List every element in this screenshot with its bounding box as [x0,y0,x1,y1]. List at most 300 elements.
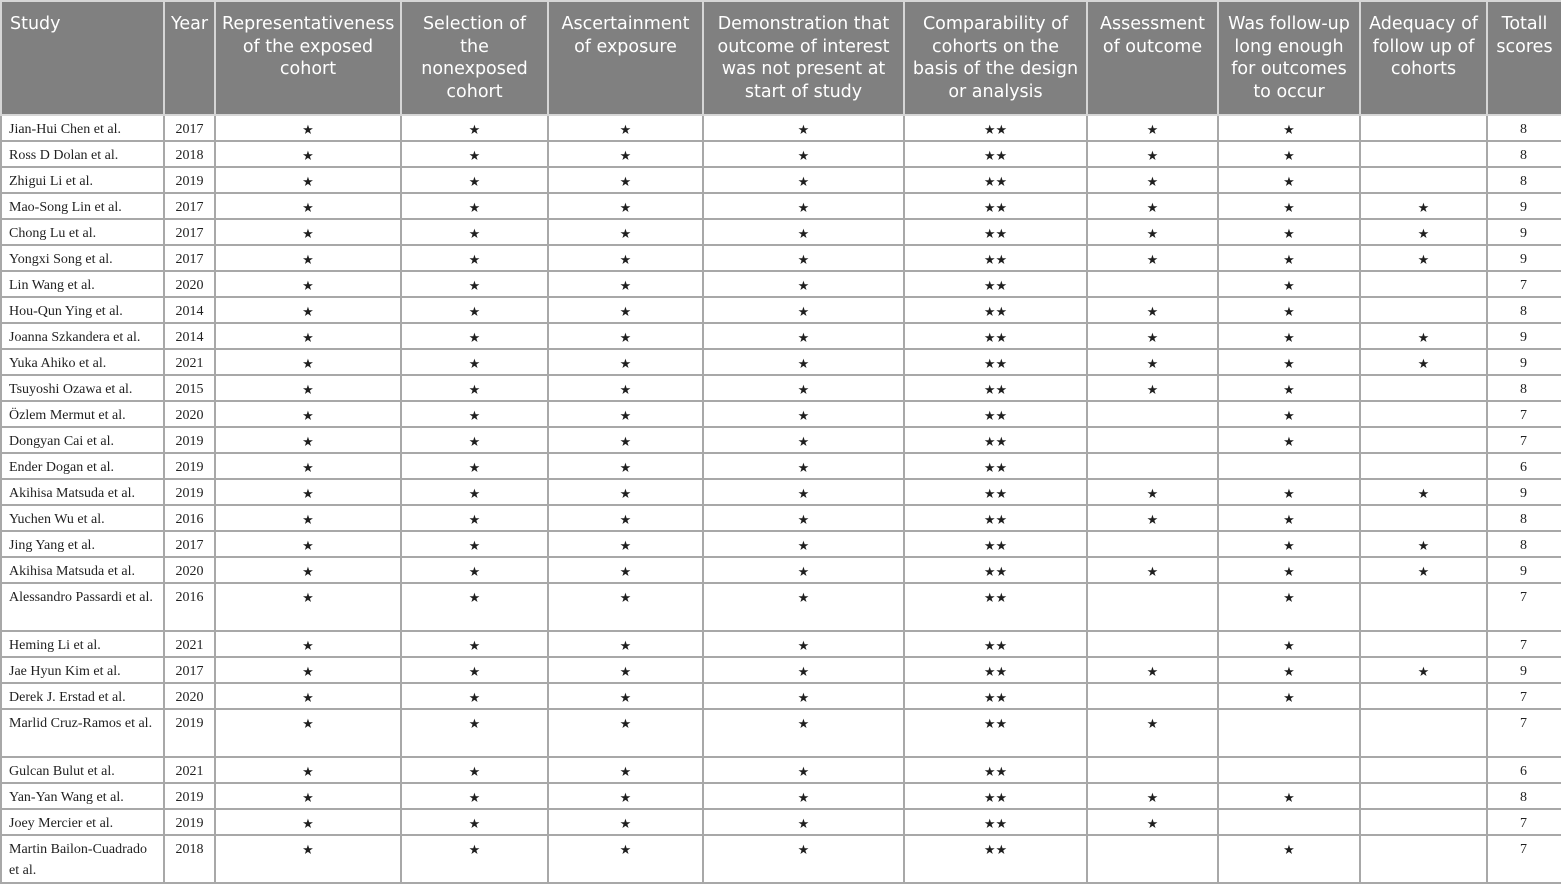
assessment-rating-cell [1087,631,1218,657]
year-cell: 2017 [164,531,215,557]
year-cell: 2018 [164,141,215,167]
ascertainment-rating-cell: ★ [548,631,703,657]
follow-up-adequacy-rating-cell: ★ [1360,193,1487,219]
representativeness-rating-cell: ★ [215,557,401,583]
demonstration-rating-cell: ★ [703,375,904,401]
year-cell: 2021 [164,631,215,657]
selection-rating-cell: ★ [401,375,548,401]
total-score-cell: 7 [1487,809,1561,835]
selection-rating-cell: ★ [401,709,548,757]
selection-rating-cell: ★ [401,219,548,245]
assessment-rating-cell: ★ [1087,219,1218,245]
comparability-rating-cell: ★★ [904,297,1087,323]
total-score-cell: 9 [1487,193,1561,219]
selection-rating-cell: ★ [401,835,548,883]
study-cell: Lin Wang et al. [1,271,164,297]
total-score-cell: 8 [1487,531,1561,557]
table-header [1,1,1561,115]
representativeness-rating-cell: ★ [215,193,401,219]
total-score-cell: 8 [1487,167,1561,193]
comparability-rating-cell: ★★ [904,349,1087,375]
column-header-ascertainment: Ascertainment of exposure [548,1,703,115]
comparability-rating-cell: ★★ [904,141,1087,167]
follow-up-adequacy-rating-cell [1360,297,1487,323]
follow-up-adequacy-rating-cell [1360,375,1487,401]
follow-up-length-rating-cell: ★ [1218,427,1360,453]
follow-up-adequacy-rating-cell [1360,271,1487,297]
comparability-rating-cell: ★★ [904,557,1087,583]
table-row [1,531,1561,557]
selection-rating-cell: ★ [401,505,548,531]
follow-up-adequacy-rating-cell [1360,401,1487,427]
study-cell: Akihisa Matsuda et al. [1,479,164,505]
ascertainment-rating-cell: ★ [548,783,703,809]
ascertainment-rating-cell: ★ [548,115,703,141]
follow-up-adequacy-rating-cell: ★ [1360,245,1487,271]
ascertainment-rating-cell: ★ [548,835,703,883]
total-score-cell: 8 [1487,505,1561,531]
demonstration-rating-cell: ★ [703,783,904,809]
demonstration-rating-cell: ★ [703,709,904,757]
year-cell: 2015 [164,375,215,401]
assessment-rating-cell [1087,453,1218,479]
year-cell: 2017 [164,245,215,271]
assessment-rating-cell: ★ [1087,557,1218,583]
follow-up-adequacy-rating-cell [1360,141,1487,167]
study-cell: Gulcan Bulut et al. [1,757,164,783]
year-cell: 2016 [164,505,215,531]
follow-up-length-rating-cell: ★ [1218,193,1360,219]
assessment-rating-cell: ★ [1087,167,1218,193]
table-row [1,427,1561,453]
selection-rating-cell: ★ [401,683,548,709]
follow-up-adequacy-rating-cell: ★ [1360,657,1487,683]
comparability-rating-cell: ★★ [904,453,1087,479]
selection-rating-cell: ★ [401,531,548,557]
year-cell: 2017 [164,193,215,219]
assessment-rating-cell: ★ [1087,375,1218,401]
ascertainment-rating-cell: ★ [548,453,703,479]
total-score-cell: 8 [1487,297,1561,323]
table-row [1,219,1561,245]
follow-up-length-rating-cell: ★ [1218,557,1360,583]
table-row [1,505,1561,531]
total-score-cell: 9 [1487,245,1561,271]
follow-up-length-rating-cell: ★ [1218,219,1360,245]
year-cell: 2017 [164,657,215,683]
total-score-cell: 9 [1487,479,1561,505]
study-cell: Ross D Dolan et al. [1,141,164,167]
total-score-cell: 9 [1487,557,1561,583]
table-row [1,683,1561,709]
selection-rating-cell: ★ [401,427,548,453]
ascertainment-rating-cell: ★ [548,375,703,401]
year-cell: 2019 [164,167,215,193]
study-cell: Özlem Mermut et al. [1,401,164,427]
representativeness-rating-cell: ★ [215,783,401,809]
representativeness-rating-cell: ★ [215,323,401,349]
ascertainment-rating-cell: ★ [548,657,703,683]
ascertainment-rating-cell: ★ [548,219,703,245]
follow-up-length-rating-cell [1218,757,1360,783]
demonstration-rating-cell: ★ [703,271,904,297]
study-cell: Chong Lu et al. [1,219,164,245]
selection-rating-cell: ★ [401,757,548,783]
year-cell: 2021 [164,349,215,375]
study-cell: Yongxi Song et al. [1,245,164,271]
follow-up-adequacy-rating-cell [1360,809,1487,835]
demonstration-rating-cell: ★ [703,657,904,683]
year-cell: 2020 [164,683,215,709]
ascertainment-rating-cell: ★ [548,167,703,193]
year-cell: 2020 [164,557,215,583]
demonstration-rating-cell: ★ [703,583,904,631]
selection-rating-cell: ★ [401,297,548,323]
study-cell: Mao-Song Lin et al. [1,193,164,219]
table-row [1,297,1561,323]
assessment-rating-cell [1087,757,1218,783]
study-cell: Zhigui Li et al. [1,167,164,193]
ascertainment-rating-cell: ★ [548,427,703,453]
column-header-demonstration: Demonstration that outcome of interest was not present at start of study [703,1,904,115]
follow-up-adequacy-rating-cell: ★ [1360,323,1487,349]
comparability-rating-cell: ★★ [904,757,1087,783]
follow-up-length-rating-cell: ★ [1218,505,1360,531]
assessment-rating-cell: ★ [1087,323,1218,349]
table-row [1,631,1561,657]
follow-up-length-rating-cell: ★ [1218,683,1360,709]
column-header-follow-up-length: Was follow-up long enough for outcomes to occur [1218,1,1360,115]
follow-up-adequacy-rating-cell: ★ [1360,219,1487,245]
comparability-rating-cell: ★★ [904,193,1087,219]
demonstration-rating-cell: ★ [703,141,904,167]
representativeness-rating-cell: ★ [215,683,401,709]
assessment-rating-cell [1087,531,1218,557]
table-row [1,709,1561,757]
demonstration-rating-cell: ★ [703,193,904,219]
assessment-rating-cell [1087,583,1218,631]
representativeness-rating-cell: ★ [215,531,401,557]
comparability-rating-cell: ★★ [904,323,1087,349]
year-cell: 2019 [164,479,215,505]
year-cell: 2017 [164,219,215,245]
selection-rating-cell: ★ [401,479,548,505]
assessment-rating-cell: ★ [1087,297,1218,323]
representativeness-rating-cell: ★ [215,453,401,479]
selection-rating-cell: ★ [401,453,548,479]
column-header-comparability: Comparability of cohorts on the basis of the design or analysis [904,1,1087,115]
assessment-rating-cell [1087,401,1218,427]
demonstration-rating-cell: ★ [703,349,904,375]
follow-up-length-rating-cell: ★ [1218,531,1360,557]
column-header-selection: Selection of the nonexposed cohort [401,1,548,115]
demonstration-rating-cell: ★ [703,557,904,583]
follow-up-adequacy-rating-cell [1360,683,1487,709]
total-score-cell: 9 [1487,657,1561,683]
table-row [1,271,1561,297]
follow-up-length-rating-cell: ★ [1218,375,1360,401]
follow-up-adequacy-rating-cell [1360,583,1487,631]
follow-up-length-rating-cell: ★ [1218,401,1360,427]
follow-up-adequacy-rating-cell [1360,427,1487,453]
follow-up-adequacy-rating-cell [1360,709,1487,757]
comparability-rating-cell: ★★ [904,167,1087,193]
selection-rating-cell: ★ [401,783,548,809]
follow-up-length-rating-cell: ★ [1218,115,1360,141]
study-cell: Jian-Hui Chen et al. [1,115,164,141]
follow-up-adequacy-rating-cell [1360,757,1487,783]
representativeness-rating-cell: ★ [215,427,401,453]
table-row [1,349,1561,375]
table-row [1,757,1561,783]
table-row [1,453,1561,479]
study-cell: Martin Bailon-Cuadrado et al. [1,835,164,883]
total-score-cell: 8 [1487,141,1561,167]
selection-rating-cell: ★ [401,167,548,193]
follow-up-adequacy-rating-cell [1360,835,1487,883]
table-row [1,193,1561,219]
comparability-rating-cell: ★★ [904,683,1087,709]
assessment-rating-cell: ★ [1087,193,1218,219]
selection-rating-cell: ★ [401,657,548,683]
ascertainment-rating-cell: ★ [548,141,703,167]
comparability-rating-cell: ★★ [904,271,1087,297]
ascertainment-rating-cell: ★ [548,709,703,757]
study-cell: Heming Li et al. [1,631,164,657]
study-cell: Jing Yang et al. [1,531,164,557]
follow-up-adequacy-rating-cell [1360,783,1487,809]
representativeness-rating-cell: ★ [215,757,401,783]
header-row [1,1,1561,115]
selection-rating-cell: ★ [401,141,548,167]
demonstration-rating-cell: ★ [703,323,904,349]
selection-rating-cell: ★ [401,245,548,271]
total-score-cell: 7 [1487,583,1561,631]
follow-up-length-rating-cell: ★ [1218,245,1360,271]
comparability-rating-cell: ★★ [904,479,1087,505]
assessment-rating-cell: ★ [1087,809,1218,835]
demonstration-rating-cell: ★ [703,809,904,835]
table-row [1,479,1561,505]
representativeness-rating-cell: ★ [215,349,401,375]
ascertainment-rating-cell: ★ [548,323,703,349]
comparability-rating-cell: ★★ [904,835,1087,883]
representativeness-rating-cell: ★ [215,835,401,883]
table-row [1,835,1561,883]
total-score-cell: 7 [1487,683,1561,709]
year-cell: 2017 [164,115,215,141]
ascertainment-rating-cell: ★ [548,245,703,271]
table-row [1,245,1561,271]
year-cell: 2019 [164,453,215,479]
follow-up-adequacy-rating-cell: ★ [1360,479,1487,505]
table-row [1,141,1561,167]
follow-up-length-rating-cell: ★ [1218,167,1360,193]
follow-up-length-rating-cell: ★ [1218,657,1360,683]
follow-up-adequacy-rating-cell [1360,505,1487,531]
follow-up-length-rating-cell [1218,709,1360,757]
representativeness-rating-cell: ★ [215,583,401,631]
study-cell: Akihisa Matsuda et al. [1,557,164,583]
representativeness-rating-cell: ★ [215,167,401,193]
comparability-rating-cell: ★★ [904,375,1087,401]
table-row [1,323,1561,349]
follow-up-length-rating-cell: ★ [1218,631,1360,657]
comparability-rating-cell: ★★ [904,583,1087,631]
demonstration-rating-cell: ★ [703,835,904,883]
column-header-year: Year [164,1,215,115]
study-cell: Yuka Ahiko et al. [1,349,164,375]
selection-rating-cell: ★ [401,349,548,375]
comparability-rating-cell: ★★ [904,401,1087,427]
demonstration-rating-cell: ★ [703,505,904,531]
selection-rating-cell: ★ [401,809,548,835]
follow-up-length-rating-cell [1218,453,1360,479]
comparability-rating-cell: ★★ [904,709,1087,757]
selection-rating-cell: ★ [401,193,548,219]
study-cell: Tsuyoshi Ozawa et al. [1,375,164,401]
comparability-rating-cell: ★★ [904,427,1087,453]
year-cell: 2016 [164,583,215,631]
table-row [1,375,1561,401]
comparability-rating-cell: ★★ [904,219,1087,245]
assessment-rating-cell [1087,683,1218,709]
follow-up-length-rating-cell: ★ [1218,835,1360,883]
follow-up-length-rating-cell: ★ [1218,583,1360,631]
study-cell: Yuchen Wu et al. [1,505,164,531]
table-row [1,115,1561,141]
ascertainment-rating-cell: ★ [548,505,703,531]
follow-up-length-rating-cell: ★ [1218,297,1360,323]
comparability-rating-cell: ★★ [904,505,1087,531]
study-cell: Jae Hyun Kim et al. [1,657,164,683]
demonstration-rating-cell: ★ [703,219,904,245]
column-header-follow-up-adequacy: Adequacy of follow up of cohorts [1360,1,1487,115]
study-cell: Yan-Yan Wang et al. [1,783,164,809]
column-header-assessment: Assessment of outcome [1087,1,1218,115]
representativeness-rating-cell: ★ [215,401,401,427]
representativeness-rating-cell: ★ [215,809,401,835]
year-cell: 2020 [164,271,215,297]
table-body [1,115,1561,883]
selection-rating-cell: ★ [401,323,548,349]
assessment-rating-cell: ★ [1087,709,1218,757]
selection-rating-cell: ★ [401,583,548,631]
year-cell: 2014 [164,323,215,349]
column-header-total-scores: Totall scores [1487,1,1561,115]
demonstration-rating-cell: ★ [703,531,904,557]
comparability-rating-cell: ★★ [904,631,1087,657]
year-cell: 2018 [164,835,215,883]
total-score-cell: 7 [1487,709,1561,757]
table-row [1,809,1561,835]
demonstration-rating-cell: ★ [703,479,904,505]
assessment-rating-cell: ★ [1087,505,1218,531]
comparability-rating-cell: ★★ [904,115,1087,141]
study-cell: Marlid Cruz-Ramos et al. [1,709,164,757]
follow-up-adequacy-rating-cell: ★ [1360,557,1487,583]
demonstration-rating-cell: ★ [703,245,904,271]
comparability-rating-cell: ★★ [904,809,1087,835]
follow-up-adequacy-rating-cell [1360,453,1487,479]
total-score-cell: 7 [1487,401,1561,427]
representativeness-rating-cell: ★ [215,479,401,505]
assessment-rating-cell: ★ [1087,115,1218,141]
representativeness-rating-cell: ★ [215,297,401,323]
demonstration-rating-cell: ★ [703,427,904,453]
comparability-rating-cell: ★★ [904,531,1087,557]
demonstration-rating-cell: ★ [703,115,904,141]
year-cell: 2019 [164,783,215,809]
year-cell: 2020 [164,401,215,427]
selection-rating-cell: ★ [401,115,548,141]
assessment-rating-cell: ★ [1087,141,1218,167]
follow-up-adequacy-rating-cell: ★ [1360,531,1487,557]
demonstration-rating-cell: ★ [703,631,904,657]
total-score-cell: 9 [1487,349,1561,375]
ascertainment-rating-cell: ★ [548,401,703,427]
assessment-rating-cell: ★ [1087,245,1218,271]
table-row [1,657,1561,683]
total-score-cell: 7 [1487,427,1561,453]
follow-up-length-rating-cell [1218,809,1360,835]
comparability-rating-cell: ★★ [904,657,1087,683]
comparability-rating-cell: ★★ [904,245,1087,271]
representativeness-rating-cell: ★ [215,271,401,297]
follow-up-length-rating-cell: ★ [1218,323,1360,349]
total-score-cell: 9 [1487,323,1561,349]
ascertainment-rating-cell: ★ [548,297,703,323]
total-score-cell: 8 [1487,375,1561,401]
total-score-cell: 6 [1487,453,1561,479]
table-row [1,583,1561,631]
selection-rating-cell: ★ [401,631,548,657]
demonstration-rating-cell: ★ [703,453,904,479]
follow-up-length-rating-cell: ★ [1218,479,1360,505]
ascertainment-rating-cell: ★ [548,757,703,783]
study-cell: Hou-Qun Ying et al. [1,297,164,323]
follow-up-adequacy-rating-cell: ★ [1360,349,1487,375]
table-row [1,167,1561,193]
column-header-study: Study [1,1,164,115]
follow-up-length-rating-cell: ★ [1218,349,1360,375]
ascertainment-rating-cell: ★ [548,557,703,583]
representativeness-rating-cell: ★ [215,115,401,141]
representativeness-rating-cell: ★ [215,245,401,271]
column-header-representativeness: Representativeness of the exposed cohort [215,1,401,115]
ascertainment-rating-cell: ★ [548,479,703,505]
representativeness-rating-cell: ★ [215,219,401,245]
selection-rating-cell: ★ [401,401,548,427]
representativeness-rating-cell: ★ [215,631,401,657]
assessment-rating-cell: ★ [1087,783,1218,809]
follow-up-adequacy-rating-cell [1360,167,1487,193]
representativeness-rating-cell: ★ [215,141,401,167]
ascertainment-rating-cell: ★ [548,809,703,835]
study-cell: Alessandro Passardi et al. [1,583,164,631]
total-score-cell: 8 [1487,115,1561,141]
representativeness-rating-cell: ★ [215,657,401,683]
total-score-cell: 9 [1487,219,1561,245]
demonstration-rating-cell: ★ [703,401,904,427]
assessment-rating-cell: ★ [1087,349,1218,375]
follow-up-adequacy-rating-cell [1360,115,1487,141]
total-score-cell: 7 [1487,835,1561,883]
study-cell: Dongyan Cai et al. [1,427,164,453]
ascertainment-rating-cell: ★ [548,683,703,709]
selection-rating-cell: ★ [401,271,548,297]
representativeness-rating-cell: ★ [215,709,401,757]
